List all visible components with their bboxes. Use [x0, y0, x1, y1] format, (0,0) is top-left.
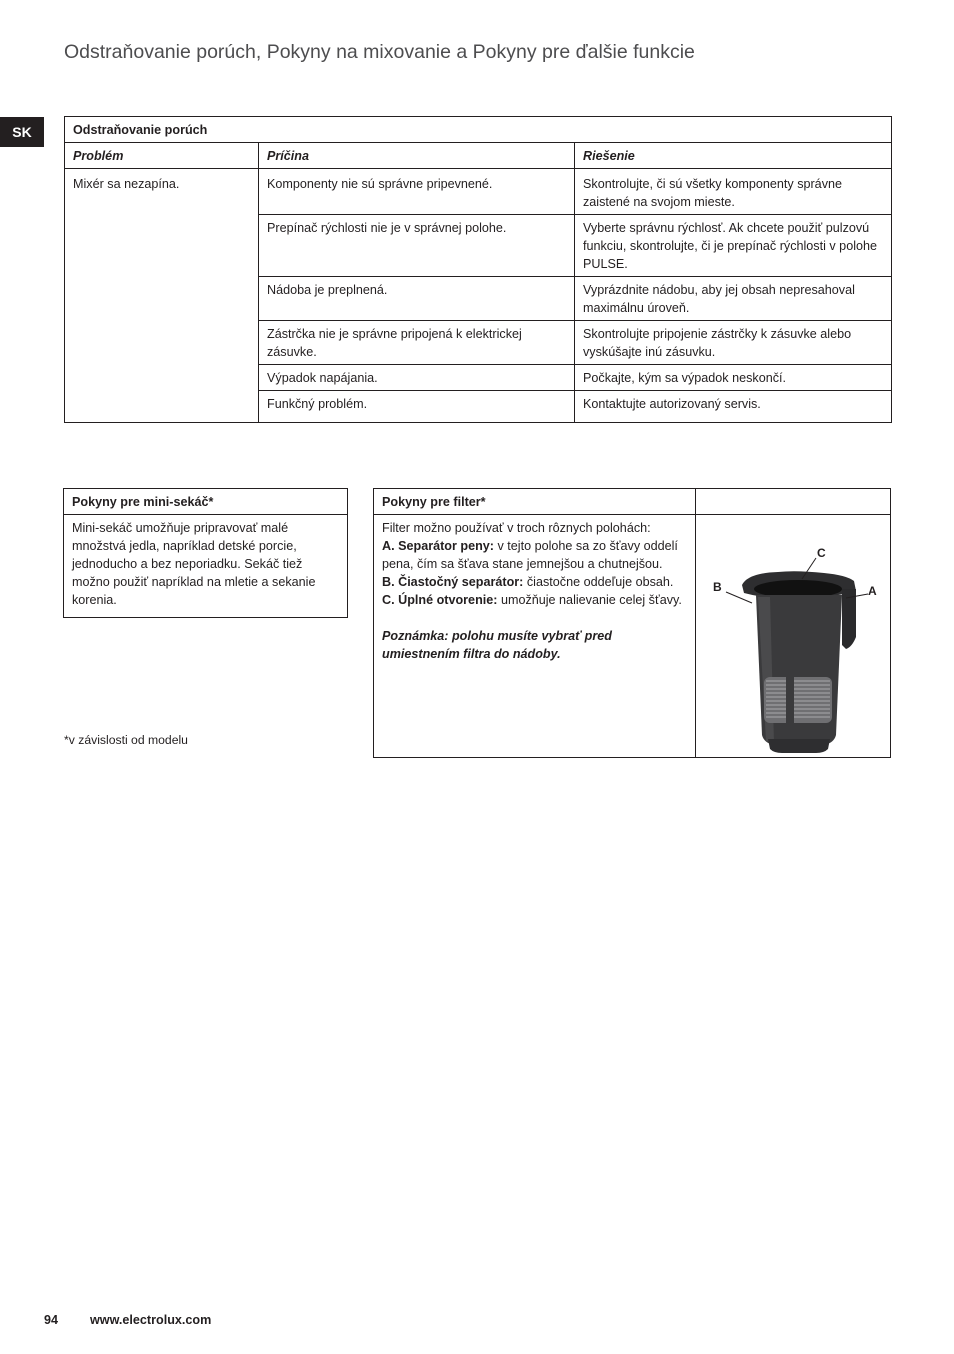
solution-cell: Počkajte, kým sa výpadok neskončí. [575, 365, 892, 391]
table-row [65, 169, 892, 215]
filter-option-c-label: C. Úplné otvorenie: [382, 593, 498, 607]
solution-cell: Skontrolujte, či sú všetky komponenty správne zaistené na svojom mieste. [575, 169, 892, 215]
cause-cell: Nádoba je preplnená. [259, 277, 575, 321]
filter-illustration [696, 515, 890, 757]
filter-image-cell [696, 515, 891, 758]
solution-cell: Skontrolujte pripojenie zástrčky k zásuvke alebo vyskúšajte inú zásuvku. [575, 321, 892, 365]
mini-chopper-text: Mini-sekáč umožňuje pripravovať malé množstvá jedla, napríklad detské porcie, jednoducho a bez neporiadku. Sekáč tiež možno použiť napríklad na mletie a sekanie korenia. [64, 515, 348, 618]
filter-body-shape [726, 558, 868, 753]
filter-label-b: B [713, 580, 722, 594]
solution-cell: Kontaktujte autorizovaný servis. [575, 391, 892, 423]
filter-label-a: A [868, 584, 877, 598]
filter-option-a [382, 537, 687, 573]
page-number: 94 [44, 1313, 59, 1327]
troubleshooting-title: Odstraňovanie porúch [65, 117, 892, 143]
cause-cell: Komponenty nie sú správne pripevnené. [259, 169, 575, 215]
filter-header-empty [696, 489, 891, 515]
filter-title: Pokyny pre filter* [374, 489, 696, 515]
mini-chopper-box [63, 488, 348, 618]
mini-chopper-title: Pokyny pre mini-sekáč* [64, 489, 348, 515]
filter-intro: Filter možno používať v troch rôznych polohách: [382, 521, 651, 535]
filter-option-b-text: čiastočne oddeľuje obsah. [523, 575, 674, 589]
filter-option-a-label: A. Separátor peny: [382, 539, 494, 553]
filter-box [373, 488, 891, 758]
filter-note: Poznámka: polohu musíte vybrať pred umiestnením filtra do nádoby. [382, 629, 612, 661]
solution-cell: Vyberte správnu rýchlosť. Ak chcete použiť pulzovú funkciu, skontrolujte, či je prepínač rýchlosti v polohe PULSE. [575, 215, 892, 277]
cause-cell: Výpadok napájania. [259, 365, 575, 391]
cause-cell: Zástrčka nie je správne pripojená k elektrickej zásuvke. [259, 321, 575, 365]
solution-cell: Vyprázdnite nádobu, aby jej obsah nepresahoval maximálnu úroveň. [575, 277, 892, 321]
column-header-solution: Riešenie [575, 143, 892, 169]
column-header-problem: Problém [65, 143, 259, 169]
footnote: *v závislosti od modelu [64, 733, 188, 747]
page-title: Odstraňovanie porúch, Pokyny na mixovanie a Pokyny pre ďalšie funkcie [64, 41, 695, 63]
filter-option-c-text: umožňuje nalievanie celej šťavy. [497, 593, 682, 607]
filter-option-c [382, 591, 687, 609]
filter-option-b [382, 573, 687, 591]
filter-option-b-label: B. Čiastočný separátor: [382, 575, 524, 589]
cause-cell: Funkčný problém. [259, 391, 575, 423]
problem-cell: Mixér sa nezapína. [65, 169, 259, 423]
filter-text [374, 515, 696, 758]
language-tab: SK [0, 117, 44, 147]
column-header-cause: Príčina [259, 143, 575, 169]
cause-cell: Prepínač rýchlosti nie je v správnej polohe. [259, 215, 575, 277]
troubleshooting-table [64, 116, 892, 423]
website-link[interactable]: www.electrolux.com [90, 1313, 212, 1327]
filter-label-c: C [817, 546, 826, 560]
filter-option-a-text: v tejto polohe sa zo šťavy oddelí pena, čím sa šťava stane jemnejšou a chutnejšou. [382, 539, 678, 571]
